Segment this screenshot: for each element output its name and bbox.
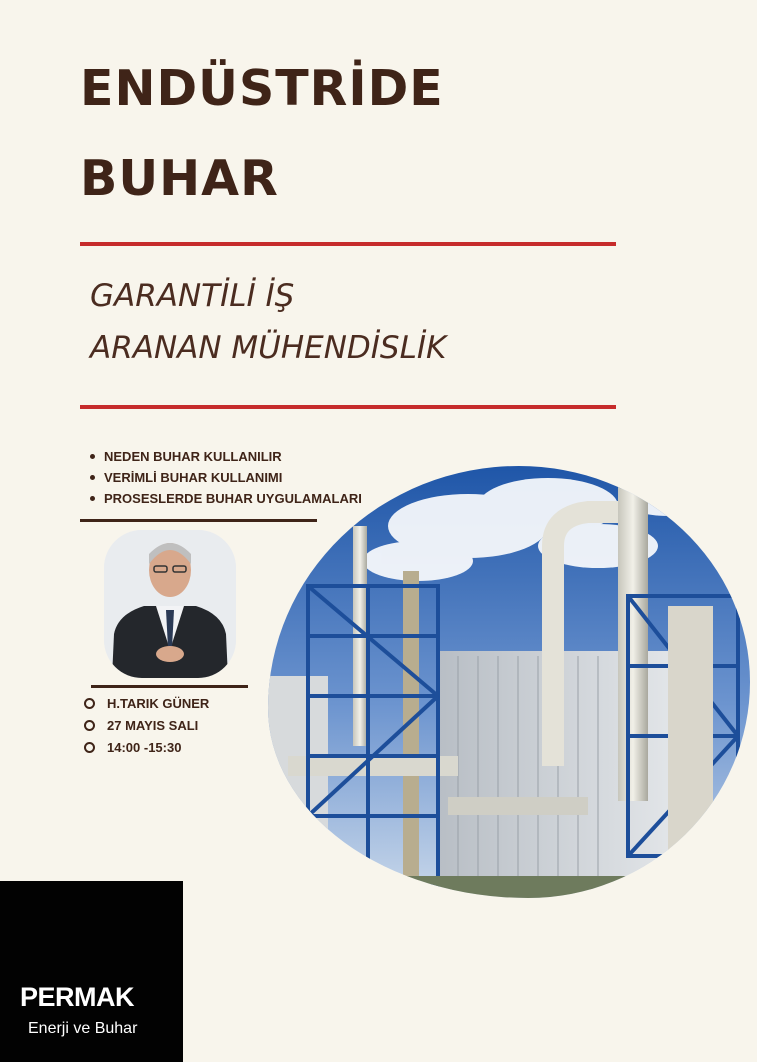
bottom-divider bbox=[80, 405, 616, 409]
top-divider bbox=[80, 242, 616, 246]
topics-divider bbox=[80, 519, 317, 522]
speaker-photo bbox=[104, 530, 236, 678]
speaker-divider bbox=[91, 685, 248, 688]
brand-logo bbox=[0, 881, 183, 1062]
event-info bbox=[84, 692, 209, 758]
speaker-name: H.TARIK GÜNER bbox=[107, 695, 210, 711]
topic-item: VERİMLİ BUHAR KULLANIMI bbox=[90, 467, 362, 488]
topic-list bbox=[90, 446, 362, 509]
circle-icon bbox=[84, 720, 95, 731]
brand-name: PERMAK bbox=[20, 982, 135, 1012]
circle-icon bbox=[84, 742, 95, 753]
subtitle-line-2: ARANAN MÜHENDİSLİK bbox=[90, 330, 447, 366]
page-title bbox=[80, 44, 444, 224]
topic-item: PROSESLERDE BUHAR UYGULAMALARI bbox=[90, 488, 362, 509]
brand-tagline: Enerji ve Buhar bbox=[28, 1020, 138, 1037]
event-time: 14:00 -15:30 bbox=[107, 739, 182, 755]
subtitle bbox=[90, 270, 446, 374]
speaker-row bbox=[84, 692, 209, 714]
steam-plant-image bbox=[268, 466, 750, 898]
circle-icon bbox=[84, 698, 95, 709]
time-row bbox=[84, 736, 209, 758]
event-date: 27 MAYIS SALI bbox=[107, 717, 199, 733]
subtitle-line-1: GARANTİLİ İŞ bbox=[90, 278, 295, 314]
title-line-2: BUHAR bbox=[80, 150, 279, 207]
title-line-1: ENDÜSTRİDE bbox=[80, 60, 444, 117]
topic-item: NEDEN BUHAR KULLANILIR bbox=[90, 446, 362, 467]
date-row bbox=[84, 714, 209, 736]
